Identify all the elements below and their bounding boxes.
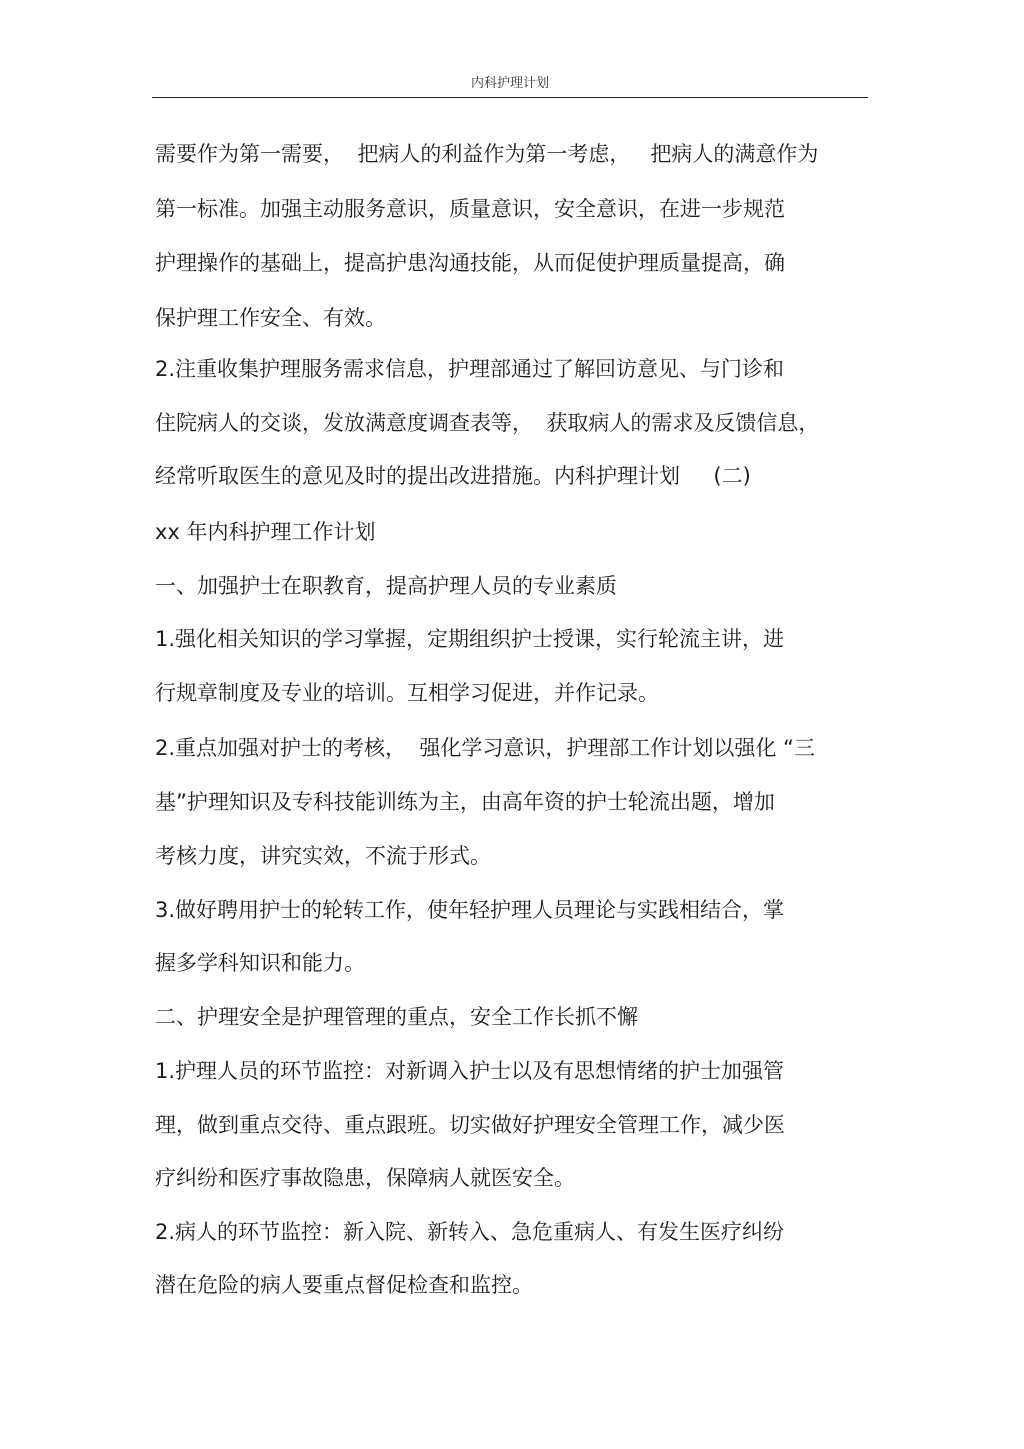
header-divider: [152, 97, 868, 98]
section-title: xx 年内科护理工作计划: [155, 520, 376, 544]
body-text-line: 潜在危险的病人要重点督促检查和监控。: [155, 1273, 533, 1297]
section-heading: 二、护理安全是护理管理的重点，安全工作长抓不懈: [155, 1005, 638, 1029]
body-text-line: 2.重点加强对护士的考核， 强化学习意识，护理部工作计划以强化 “三: [155, 736, 815, 760]
body-text-line: 保护理工作安全、有效。: [155, 306, 386, 330]
body-text-line: 基”护理知识及专科技能训练为主，由高年资的护士轮流出题，增加: [155, 790, 775, 814]
body-text-line: 第一标准。加强主动服务意识，质量意识，安全意识，在进一步规范: [155, 197, 785, 221]
body-text-line: 理，做到重点交待、重点跟班。切实做好护理安全管理工作，减少医: [155, 1113, 785, 1137]
section-heading: 一、加强护士在职教育，提高护理人员的专业素质: [155, 574, 617, 598]
body-text-line: 握多学科知识和能力。: [155, 951, 365, 975]
body-text-line: 需要作为第一需要， 把病人的利益作为第一考虑， 把病人的满意作为: [155, 142, 819, 166]
body-text-line: 1.强化相关知识的学习掌握，定期组织护士授课，实行轮流主讲，进: [155, 627, 785, 651]
body-text-line: 行规章制度及专业的培训。互相学习促进，并作记录。: [155, 681, 659, 705]
body-text-line: 经常听取医生的意见及时的提出改进措施。内科护理计划 (二): [155, 464, 751, 488]
body-text-line: 3.做好聘用护士的轮转工作，使年轻护理人员理论与实践相结合，掌: [155, 898, 785, 922]
body-text-line: 考核力度，讲究实效，不流于形式。: [155, 844, 491, 868]
body-text-line: 2.病人的环节监控：新入院、新转入、急危重病人、有发生医疗纠纷: [155, 1220, 785, 1244]
body-text-line: 住院病人的交谈，发放满意度调查表等， 获取病人的需求及反馈信息，: [155, 411, 820, 435]
body-text-line: 护理操作的基础上，提高护患沟通技能，从而促使护理质量提高，确: [155, 251, 785, 275]
body-text-line: 2.注重收集护理服务需求信息，护理部通过了解回访意见、与门诊和: [155, 357, 785, 381]
body-text-line: 1.护理人员的环节监控：对新调入护士以及有思想情绪的护士加强管: [155, 1059, 785, 1083]
body-text-line: 疗纠纷和医疗事故隐患，保障病人就医安全。: [155, 1166, 575, 1190]
running-header: 内科护理计划: [470, 76, 549, 91]
